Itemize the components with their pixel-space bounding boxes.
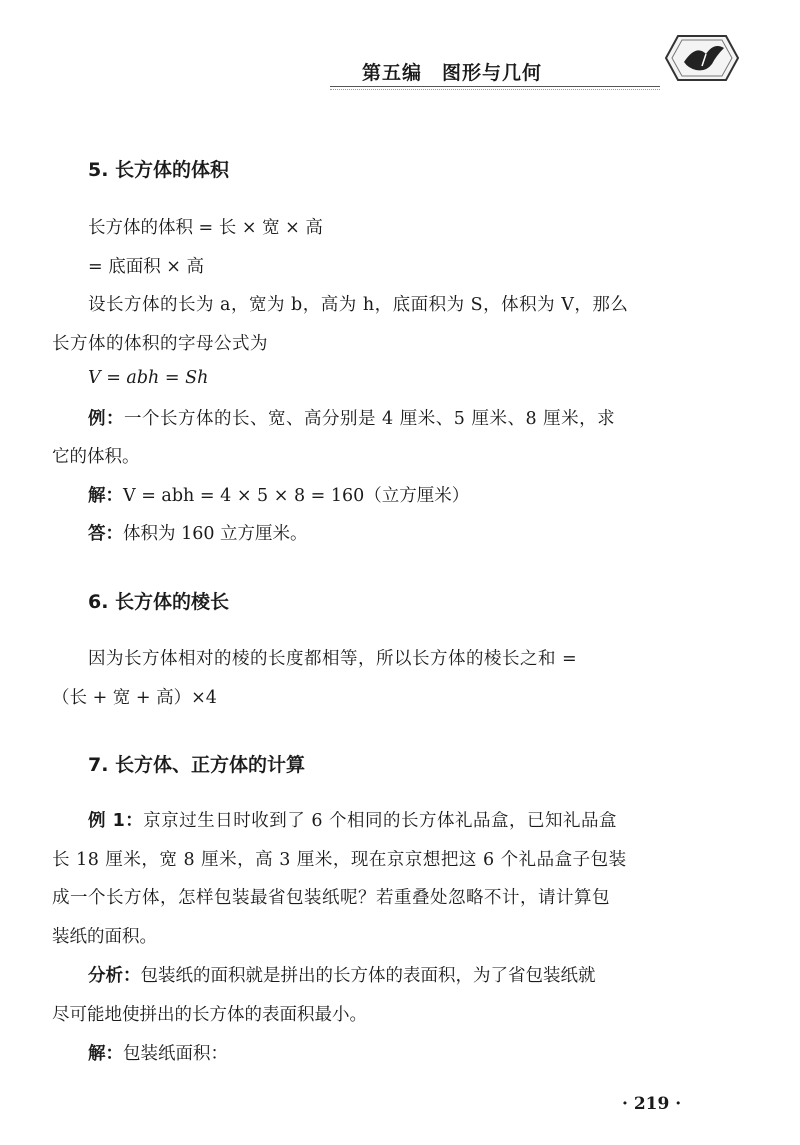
header-rule-dotted [330,89,660,90]
example1-line-3: 成一个长方体，怎样包装最省包装纸呢？若重叠处忽略不计，请计算包 [52,888,610,908]
solution-text: V = abh = 4 × 5 × 8 = 160（立方厘米） [123,486,470,506]
volume-formula-line-2: = 底面积 × 高 [88,257,205,277]
analysis-line-2: 尽可能地使拼出的长方体的表面积最小。 [52,1005,367,1025]
header-rule [330,86,660,87]
letter-formula: V = abh = Sh [88,368,209,388]
example1-line-4: 装纸的面积。 [52,927,157,947]
example1-line-1 [88,807,736,832]
example-line-1 [88,405,736,430]
solution-label: 解： [88,486,123,506]
solution1-text: 包装纸面积： [123,1044,228,1064]
edge-length-line-1: 因为长方体相对的棱的长度都相等，所以长方体的棱长之和 = [88,649,578,669]
edge-length-line-2: （长 + 宽 + 高）×4 [52,688,217,708]
analysis-text-1: 包装纸的面积就是拼出的长方体的表面积，为了省包装纸就 [140,966,596,986]
answer-line [88,520,736,545]
letter-formula-intro-line-1: 设长方体的长为 a，宽为 b，高为 h，底面积为 S，体积为 V，那么 [88,295,629,315]
section-5-heading: 5. 长方体的体积 [88,159,230,181]
example-label: 例： [88,409,124,429]
letter-formula-intro-line-2: 长方体的体积的字母公式为 [52,334,268,354]
example-text-1: 一个长方体的长、宽、高分别是 4 厘米、5 厘米、8 厘米，求 [124,409,616,429]
answer-label: 答： [88,524,123,544]
answer-text: 体积为 160 立方厘米。 [123,524,308,544]
analysis-label: 分析： [88,966,141,986]
section-6-heading: 6. 长方体的棱长 [88,591,230,613]
solution1-line [88,1040,736,1065]
analysis-line-1 [88,962,736,987]
running-header-title: 第五编 图形与几何 [362,62,543,84]
example1-text-1: 京京过生日时收到了 6 个相同的长方体礼品盒，已知礼品盒 [143,811,618,831]
example-line-2: 它的体积。 [52,447,140,467]
volume-formula-line-1: 长方体的体积 = 长 × 宽 × 高 [88,218,323,238]
page-number: · 219 · [622,1094,682,1114]
example1-label: 例 1： [88,811,144,831]
section-7-heading: 7. 长方体、正方体的计算 [88,754,306,776]
eagle-emblem-icon [662,28,742,88]
solution1-label: 解： [88,1044,123,1064]
example1-line-2: 长 18 厘米，宽 8 厘米，高 3 厘米，现在京京想把这 6 个礼品盒子包装 [52,850,627,870]
solution-line [88,482,736,507]
